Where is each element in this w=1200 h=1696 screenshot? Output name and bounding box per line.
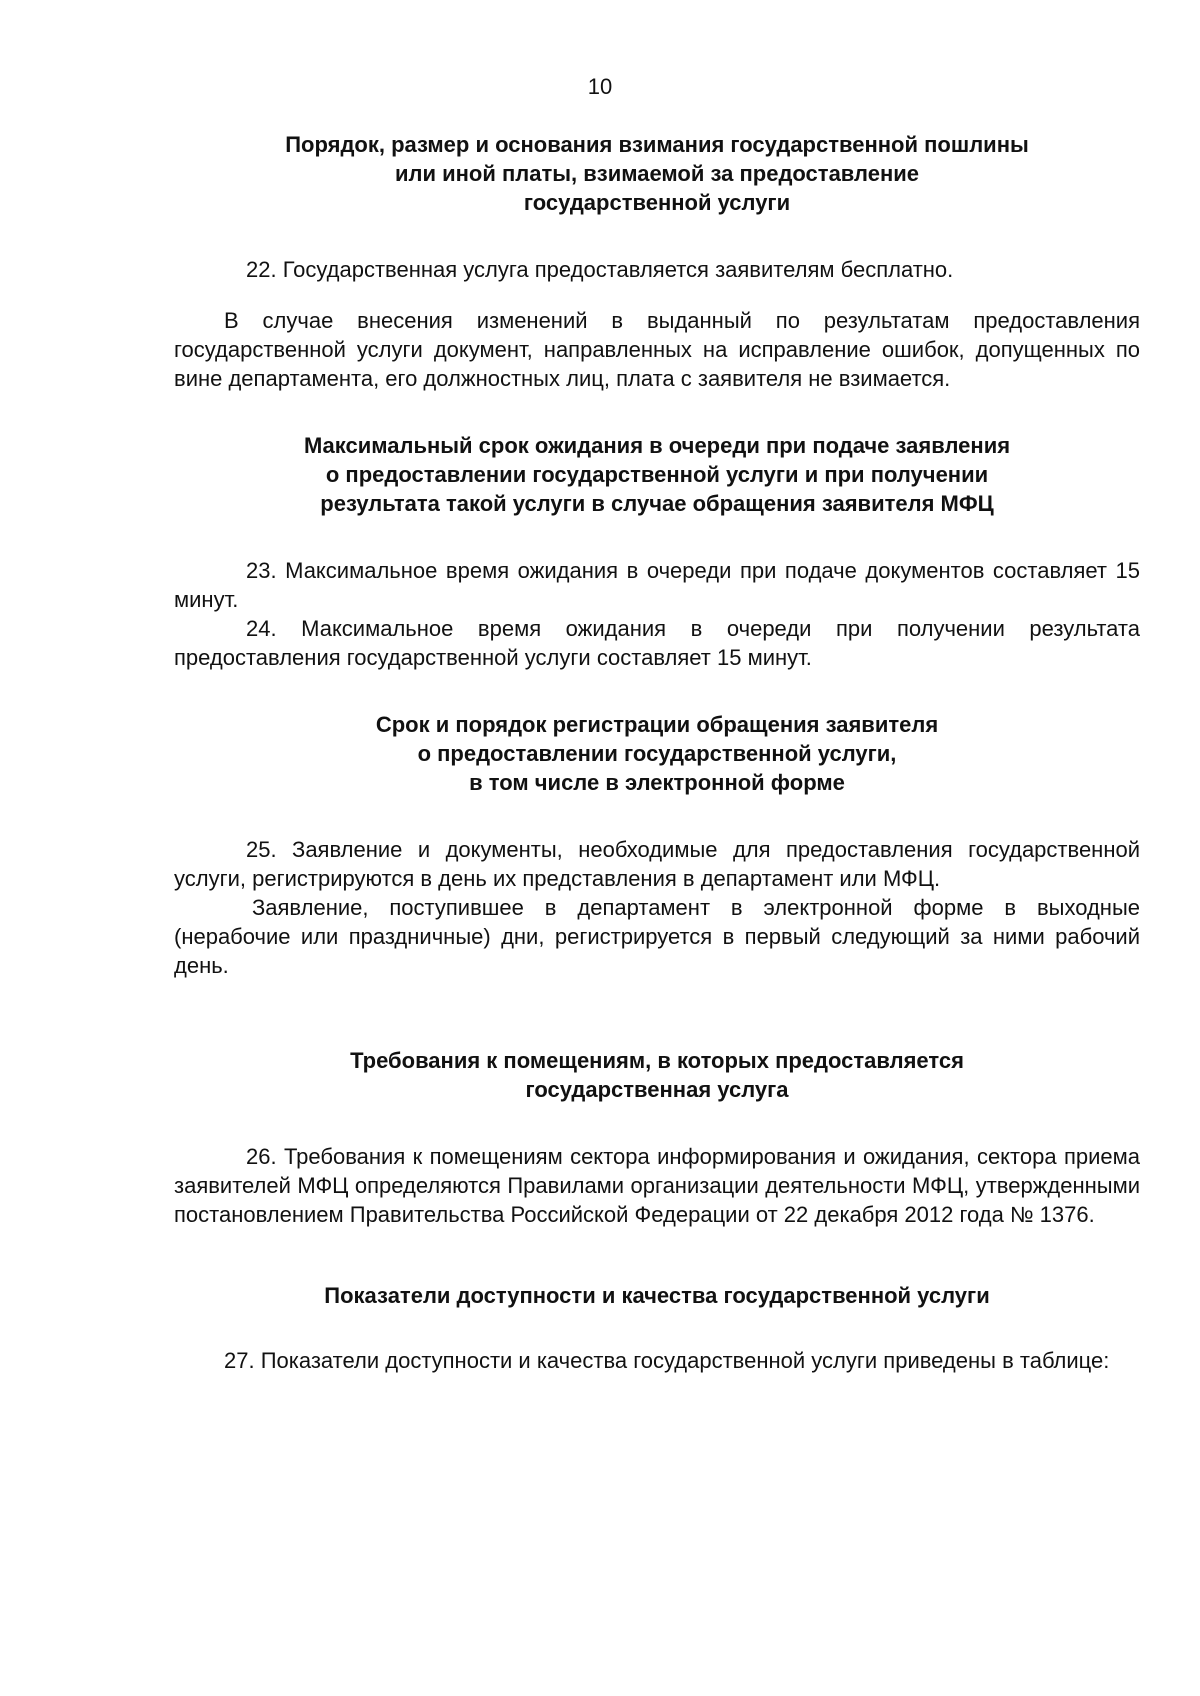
paragraph-24: 24. Максимальное время ожидания в очереди при получении результата предоставления государственной услуги составляет 15 минут.: [174, 616, 1140, 670]
paragraph-25: 25. Заявление и документы, необходимые для предоставления государственной услуги, регистрируются в день их представления в департамент или МФЦ.: [174, 837, 1140, 891]
heading-line: Требования к помещениям, в которых предоставляется: [350, 1048, 964, 1073]
heading-line: Показатели доступности и качества государственной услуги: [324, 1283, 990, 1308]
heading-line: о предоставлении государственной услуги и при получении: [325, 462, 989, 487]
paragraph-fee-corrections: В случае внесения изменений в выданный по результатам предоставления государственной услуги документ, направленных на исправление ошибок, допущенных по вине департамента, его должностных лиц, плата с заявителя не взимается.: [174, 308, 1140, 391]
paragraph-26: 26. Требования к помещениям сектора информирования и ожидания, сектора приема заявителей МФЦ определяются Правилами организации деятельности МФЦ, утвержденными постановлением Правительства Российской Федерации от 22 декабря 2012 года № 1376.: [174, 1144, 1140, 1227]
heading-line: Срок и порядок регистрации обращения заявителя: [375, 712, 939, 737]
heading-line: Порядок, размер и основания взимания государственной пошлины: [285, 132, 1029, 157]
section-heading-queue: [174, 431, 1140, 518]
section-heading-registration: [174, 710, 1140, 797]
heading-line: результата такой услуги в случае обращения заявителя МФЦ: [320, 491, 994, 516]
paragraph-27: 27. Показатели доступности и качества государственной услуги приведены в таблице:: [224, 1348, 1110, 1373]
heading-line: о предоставлении государственной услуги,: [417, 741, 897, 766]
section-heading-quality: [174, 1281, 1140, 1310]
heading-line: государственная услуга: [525, 1077, 789, 1102]
page-number: 10: [587, 74, 613, 99]
heading-line: Максимальный срок ожидания в очереди при подаче заявления: [303, 433, 1011, 458]
heading-line: государственной услуги: [523, 190, 791, 215]
paragraph-22: 22. Государственная услуга предоставляется заявителям бесплатно.: [246, 257, 954, 282]
heading-line: в том числе в электронной форме: [469, 770, 845, 795]
section-heading-premises: [174, 1046, 1140, 1104]
paragraph-electronic-registration: Заявление, поступившее в департамент в электронной форме в выходные (нерабочие или праздничные) дни, регистрируется в первый следующий за ними рабочий день.: [174, 895, 1140, 978]
paragraph-23: 23. Максимальное время ожидания в очереди при подаче документов составляет 15 минут.: [174, 558, 1140, 612]
document-body: [174, 130, 1140, 1375]
section-heading-fee: [174, 130, 1140, 217]
heading-line: или иной платы, взимаемой за предоставление: [394, 161, 920, 186]
